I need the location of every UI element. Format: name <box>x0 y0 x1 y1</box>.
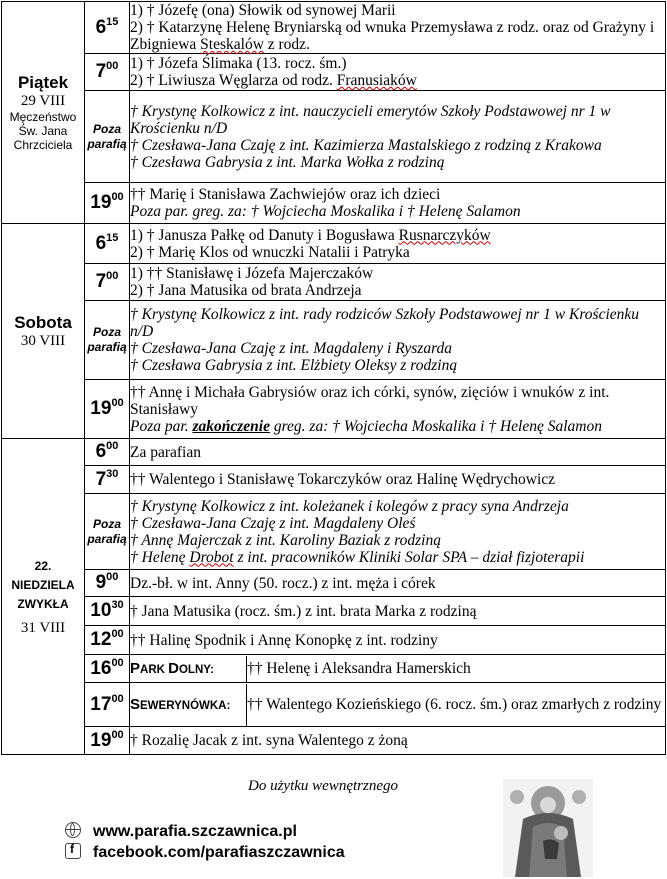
intention: Dz.-bł. w int. Anny (50. rocz.) z int. męża i córek <box>130 574 436 592</box>
day-feast: Męczeństwo Św. Jana Chrzciciela <box>9 110 77 152</box>
intention: †† Walentego i Stanisławę Tokarczyków oraz Halinę Wędrychowicz <box>130 471 556 488</box>
mass-intentions <box>130 597 666 626</box>
mass-time: $7^{00}$ <box>85 54 130 91</box>
mass-intentions <box>130 655 666 683</box>
day-date: 31 VIII <box>20 619 66 636</box>
table-row <box>2 183 666 224</box>
mass-time: $7^{00}$ <box>85 264 130 301</box>
intention: Za parafian <box>130 443 201 461</box>
day-name: ZWYKŁA <box>17 596 69 611</box>
intention: † Krystynę Kolkowicz z int. rady rodziców Szkoły Podstawowej nr 1 w Krościenku n/D <box>130 306 640 340</box>
mass-time: $17^{00}$ <box>85 683 130 727</box>
intention: † Annę Majerczak z int. Karoliny Baziak z rodziną <box>130 531 441 549</box>
day-date: 29 VIII <box>20 93 66 109</box>
globe-icon <box>65 822 81 838</box>
mass-time: $7^{30}$ <box>85 466 130 494</box>
madonna-icon-image <box>503 779 593 877</box>
facebook-link[interactable] <box>65 843 345 862</box>
mass-intentions <box>130 183 666 224</box>
mass-intentions <box>130 439 666 466</box>
table-row <box>2 301 666 380</box>
intention: †† Walentego Kozieńskiego (6. rocz. śm.) oraz zmarłych z rodziny <box>247 696 662 713</box>
table-row <box>2 264 666 301</box>
intention: † Krystynę Kolkowicz z int. koleżanek i kolegów z pracy syna Andrzeja <box>130 497 569 515</box>
intention: †† Halinę Spodnik i Annę Konopkę z int. rodziny <box>130 631 438 649</box>
intention: †† Helenę i Aleksandra Hamerskich <box>247 660 471 677</box>
intention: 2) † Marię Klos od wnuczki Natalii i Patryka <box>130 243 410 261</box>
intention: 1) † Józefa Ślimaka (13. rocz. śm.) <box>130 55 347 72</box>
intention: 2) † Jana Matusika od brata Andrzeja <box>130 282 362 299</box>
day-name: Sobota <box>14 312 72 332</box>
table-row <box>2 655 666 683</box>
table-row <box>2 2 666 54</box>
mass-intentions <box>130 626 666 655</box>
mass-schedule-table <box>1 1 666 755</box>
table-row <box>2 727 666 755</box>
mass-time: $9^{00}$ <box>85 570 130 597</box>
mass-time: $10^{30}$ <box>85 597 130 626</box>
day-cell-friday <box>2 2 85 224</box>
intention: † Czesława Gabrysia z int. Elżbiety Oleksy z rodziną <box>130 357 458 374</box>
intention: † Krystynę Kolkowicz z int. nauczycieli emerytów Szkoły Podstawowej nr 1 w Krościenku n/D <box>130 102 611 137</box>
mass-intentions <box>130 264 666 301</box>
website-link[interactable] <box>65 822 297 841</box>
mass-intentions <box>130 727 666 755</box>
place-name: PARK DOLNY: <box>130 656 247 682</box>
table-row <box>2 439 666 466</box>
intention: 2) † Katarzynę Helenę Bryniarską od wnuka Przemysława z rodz. oraz od Grażyny i Zbigniewa Steskalów z rodz. <box>130 19 655 53</box>
intention: † Czesława-Jana Czaję z int. Kazimierza Mastalskiego z rodziną z Krakowa <box>130 136 602 154</box>
table-row <box>2 380 666 439</box>
outside-parish-label: Poza parafią <box>85 301 130 380</box>
day-name: Piątek <box>17 73 69 92</box>
table-row <box>2 466 666 494</box>
outside-parish-label: Poza parafią <box>85 91 130 183</box>
mass-intentions <box>130 683 666 727</box>
place-name: SEWERYNÓWKA: <box>130 684 247 726</box>
intention: † Czesława-Jana Czaję z int. Magdaleny Oleś <box>130 514 416 532</box>
intention: Poza par. greg. za: † Wojciecha Moskalika i † Helenę Salamon <box>130 203 521 220</box>
mass-intentions <box>130 224 666 264</box>
intention: † Helenę Drobot z int. pracowników Kliniki Solar SPA – dział fizjoterapii <box>130 548 585 566</box>
day-date: 30 VIII <box>20 332 66 349</box>
outside-parish-label: Poza parafią <box>85 494 130 570</box>
intention: 1) †† Stanisławę i Józefa Majerczaków <box>130 265 374 282</box>
mass-time: $16^{00}$ <box>85 655 130 683</box>
facebook-icon <box>65 843 81 859</box>
table-row <box>2 597 666 626</box>
intention: Poza par. zakończenie greg. za: † Wojciecha Moskalika i † Helenę Salamon <box>130 417 602 435</box>
table-row <box>2 224 666 264</box>
intention-cell <box>247 656 666 682</box>
outside-parish-intentions <box>130 91 666 183</box>
mass-intentions <box>130 2 666 54</box>
intention: † Czesława Gabrysia z int. Marka Wołka z rodziną <box>130 153 445 171</box>
table-row <box>2 570 666 597</box>
mass-time: $19^{00}$ <box>85 183 130 224</box>
mass-intentions <box>130 54 666 91</box>
table-row <box>2 626 666 655</box>
mass-time: $6^{00}$ <box>85 439 130 466</box>
outside-parish-intentions <box>130 494 666 570</box>
mass-time: $19^{00}$ <box>85 380 130 439</box>
intention: 1) † Janusza Pałkę od Danuty i Bogusława Rusnarczyków <box>130 226 491 244</box>
day-name: NIEDZIELA <box>11 577 75 592</box>
mass-time: $6^{15}$ <box>85 2 130 54</box>
mass-time: $6^{15}$ <box>85 224 130 264</box>
facebook-text: facebook.com/parafiaszczawnica <box>93 844 345 861</box>
intention-cell <box>247 684 666 726</box>
internal-use-note: Do użytku wewnętrznego <box>248 778 398 794</box>
intention: † Jana Matusika (rocz. śm.) z int. brata Marka z rodziną <box>130 602 477 620</box>
intention: 1) † Józefę (ona) Słowik od synowej Marii <box>130 2 396 19</box>
place-subtable <box>130 684 665 726</box>
intention: † Rozalię Jacak z int. syna Walentego z żoną <box>130 732 408 749</box>
table-row <box>2 683 666 727</box>
intention: 2) † Liwiusza Węglarza od rodz. Franusiaków <box>130 72 417 89</box>
table-row <box>2 494 666 570</box>
mass-time: $12^{00}$ <box>85 626 130 655</box>
day-number: 22. <box>34 558 52 573</box>
table-row <box>2 54 666 91</box>
table-row <box>2 91 666 183</box>
day-cell-saturday <box>2 224 85 439</box>
intention: † Czesława-Jana Czaję z int. Magdaleny i Ryszarda <box>130 340 453 357</box>
mass-time: $19^{00}$ <box>85 727 130 755</box>
mass-intentions <box>130 380 666 439</box>
day-cell-sunday <box>2 439 85 755</box>
outside-parish-intentions <box>130 301 666 380</box>
intention: †† Annę i Michała Gabrysiów oraz ich córki, synów, zięciów i wnuków z int. Stanisławy <box>130 383 610 418</box>
mass-intentions <box>130 466 666 494</box>
website-text: www.parafia.szczawnica.pl <box>93 823 297 840</box>
place-subtable <box>130 656 665 682</box>
intention: †† Marię i Stanisława Zachwiejów oraz ich dzieci <box>130 186 441 203</box>
mass-intentions <box>130 570 666 597</box>
